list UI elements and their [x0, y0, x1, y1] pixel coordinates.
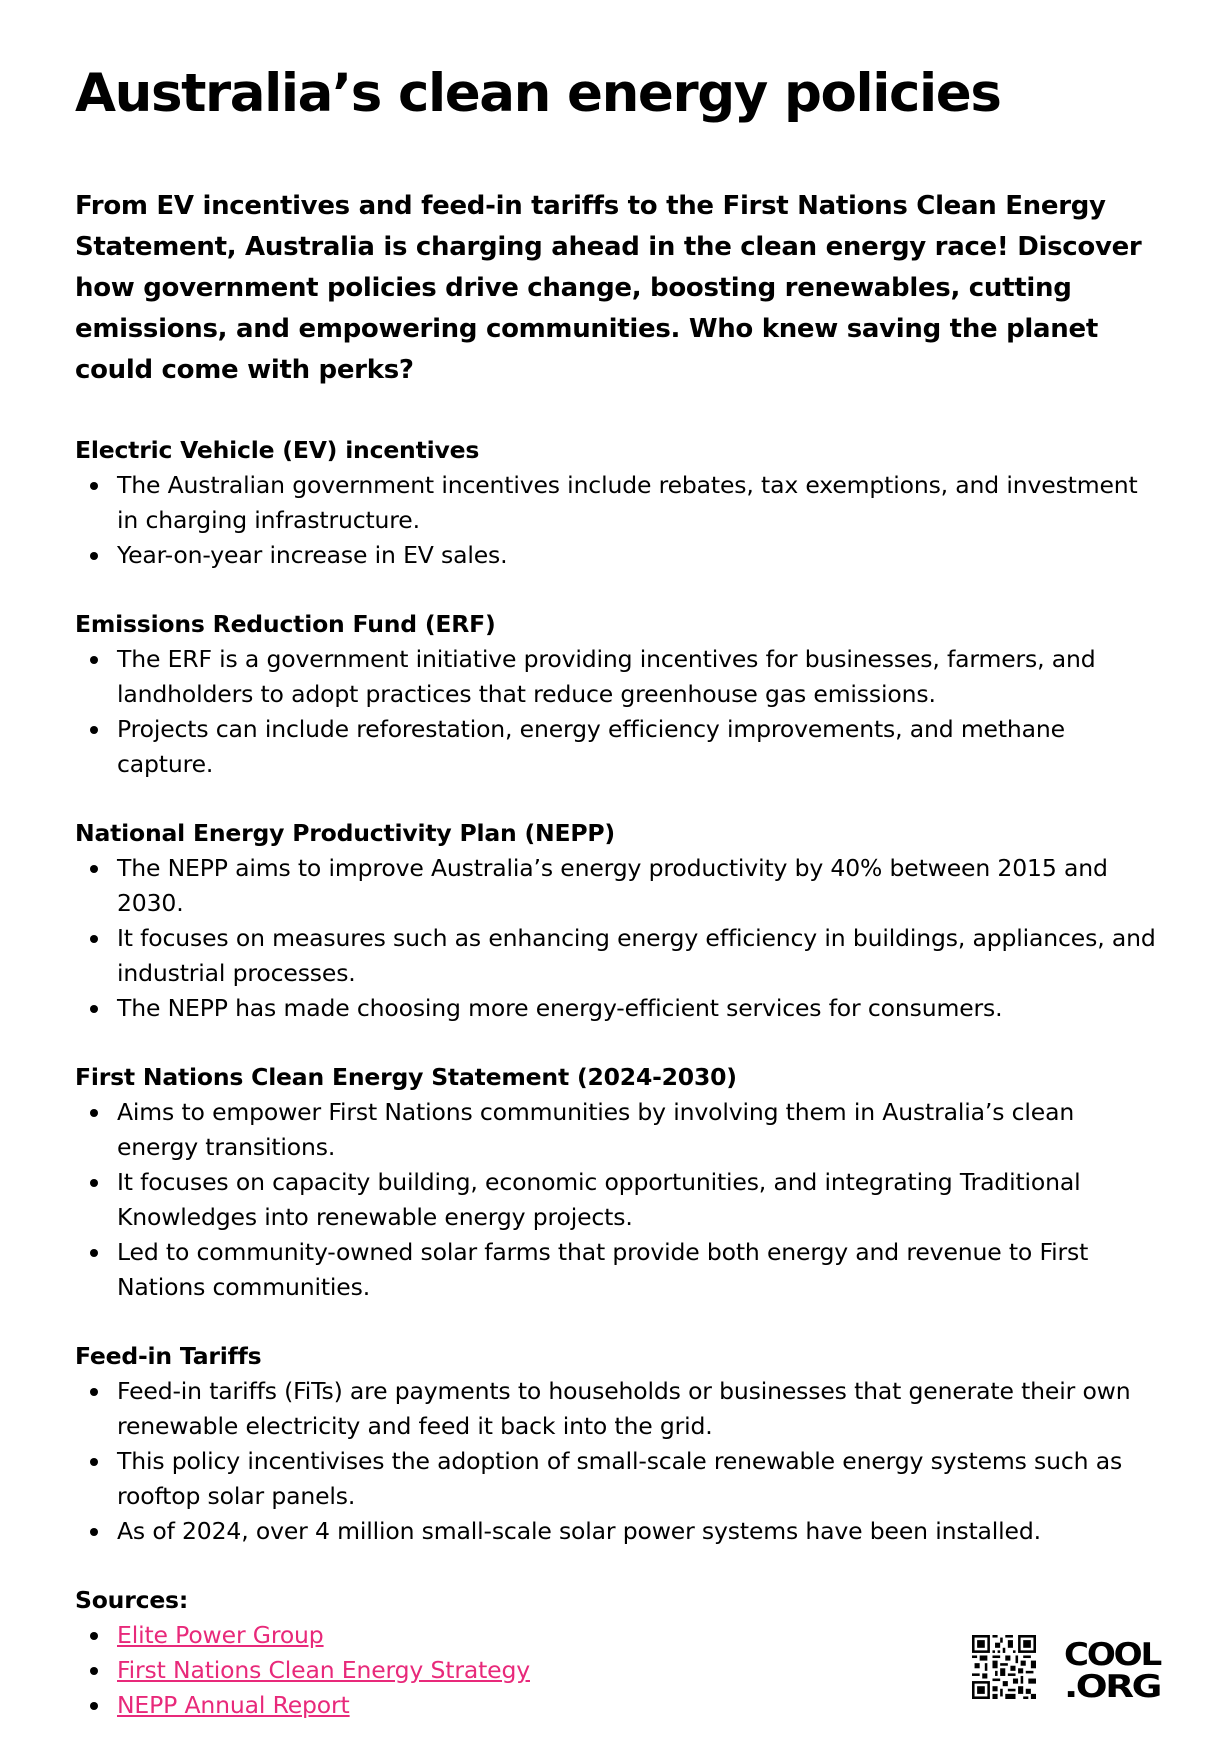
section-feed-in-tariffs	[75, 1339, 1175, 1549]
section-heading: Feed-in Tariffs	[75, 1342, 262, 1370]
section-heading: Electric Vehicle (EV) incentives	[75, 436, 480, 464]
bullet-item: The ERF is a government initiative providing incentives for businesses, farmers, and landholders to adopt practices that reduce greenhouse gas emissions.	[117, 642, 1157, 712]
section-heading: Emissions Reduction Fund (ERF)	[75, 610, 496, 638]
page-title: Australia’s clean energy policies	[75, 63, 1001, 124]
bullet-list	[75, 642, 1175, 782]
source-link-elite-power-group[interactable]: Elite Power Group	[117, 1621, 324, 1649]
cool-org-logo	[1064, 1635, 1164, 1699]
bullet-item: This policy incentivises the adoption of small-scale renewable energy systems such as rooftop solar panels.	[117, 1444, 1157, 1514]
bullet-item: Year-on-year increase in EV sales.	[117, 538, 1157, 573]
section-heading: First Nations Clean Energy Statement (2024-2030)	[75, 1063, 737, 1091]
logo-line-2: .ORG	[1064, 1669, 1161, 1699]
section-nepp	[75, 816, 1175, 1026]
section-heading: National Energy Productivity Plan (NEPP)	[75, 819, 615, 847]
footer-branding	[972, 1635, 1162, 1699]
intro-paragraph: From EV incentives and feed-in tariffs to the First Nations Clean Energy Statement, Australia is charging ahead in the clean energy race! Discover how government policies drive change, boosting renewables, cutting emissions, and empowering communities. Who knew saving the planet could come with perks?	[75, 191, 1142, 385]
bullet-list	[75, 468, 1175, 573]
bullet-item: It focuses on measures such as enhancing energy efficiency in buildings, appliances, and industrial processes.	[117, 921, 1157, 991]
bullet-item: Aims to empower First Nations communities by involving them in Australia’s clean energy transitions.	[117, 1095, 1157, 1165]
source-link-nepp-annual-report[interactable]: NEPP Annual Report	[117, 1691, 350, 1719]
bullet-item: It focuses on capacity building, economic opportunities, and integrating Traditional Knowledges into renewable energy projects.	[117, 1165, 1157, 1235]
bullet-list	[75, 1374, 1175, 1549]
bullet-item: As of 2024, over 4 million small-scale solar power systems have been installed.	[117, 1514, 1157, 1549]
bullet-list	[75, 851, 1175, 1026]
bullet-item: Led to community-owned solar farms that provide both energy and revenue to First Nations communities.	[117, 1235, 1157, 1305]
qr-code-icon[interactable]	[972, 1635, 1036, 1699]
bullet-item: The NEPP has made choosing more energy-efficient services for consumers.	[117, 991, 1157, 1026]
bullet-item: The Australian government incentives include rebates, tax exemptions, and investment in charging infrastructure.	[117, 468, 1157, 538]
source-link-first-nations-strategy[interactable]: First Nations Clean Energy Strategy	[117, 1656, 530, 1684]
bullet-item: Projects can include reforestation, energy efficiency improvements, and methane capture.	[117, 712, 1157, 782]
bullet-item: Feed-in tariffs (FiTs) are payments to households or businesses that generate their own renewable electricity and feed it back into the grid.	[117, 1374, 1157, 1444]
sources-heading: Sources:	[75, 1586, 189, 1614]
section-erf	[75, 607, 1175, 782]
bullet-item: The NEPP aims to improve Australia’s energy productivity by 40% between 2015 and 2030.	[117, 851, 1157, 921]
section-first-nations	[75, 1060, 1175, 1305]
document-page	[75, 56, 1175, 1723]
section-ev-incentives	[75, 433, 1175, 573]
bullet-list	[75, 1095, 1175, 1305]
logo-line-1: COOL	[1064, 1637, 1162, 1673]
